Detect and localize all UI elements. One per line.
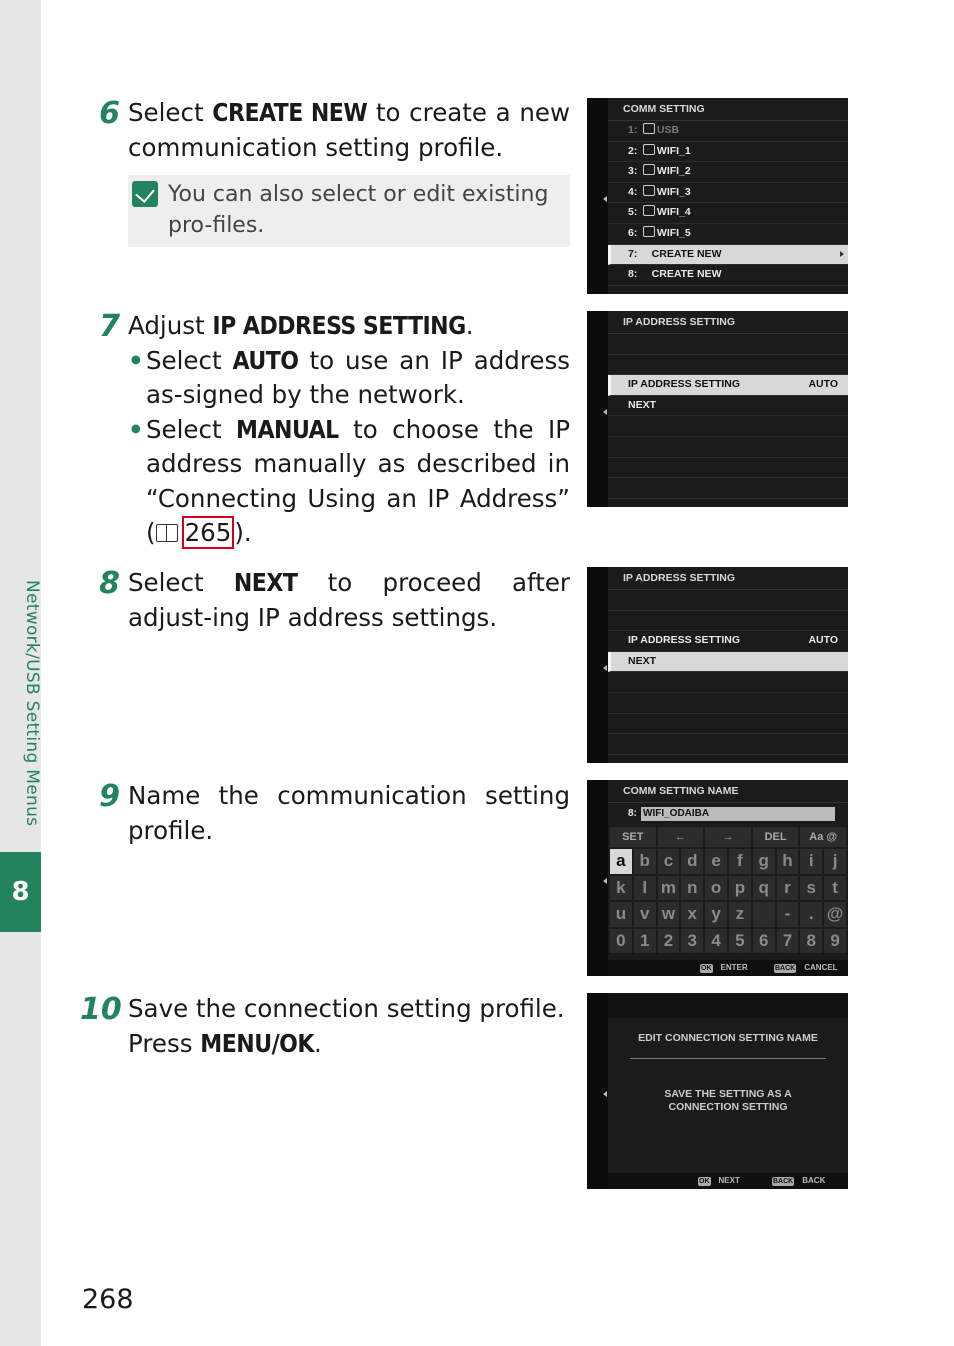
bullet-item: • Select MANUAL to choose the IP address manually as described in “Connecting Using an IP Address” ( 265 ). [128, 413, 570, 551]
keyboard-key[interactable]: f [729, 849, 751, 874]
right-arrow-key[interactable]: → [705, 827, 751, 847]
back-button-icon: BACK [773, 1178, 794, 1185]
step-number: 6 [99, 96, 120, 131]
step-text: Select NEXT to proceed after adjust-ing IP address settings. [128, 568, 570, 632]
left-arrow-icon [587, 567, 608, 763]
menu-ok-button-ref: MENU/OK [200, 1028, 314, 1058]
keyboard-key[interactable]: i [800, 849, 822, 874]
note-text: You can also select or edit existing pro-files. [168, 182, 549, 238]
keyboard-key[interactable]: n [681, 876, 703, 901]
back-button-icon: BACK [775, 965, 796, 972]
keyboard-key[interactable]: l [634, 876, 656, 901]
step-number: 8 [99, 566, 120, 601]
menu-row[interactable]: IP ADDRESS SETTING AUTO [608, 631, 848, 652]
keyboard-key[interactable]: 2 [658, 929, 680, 954]
keyboard-key[interactable]: 5 [729, 929, 751, 954]
menu-item-ref: NEXT [233, 568, 298, 597]
book-icon [156, 524, 178, 542]
screen-title: COMM SETTING NAME [608, 780, 848, 803]
note-icon [132, 181, 158, 207]
keyboard-key[interactable]: d [681, 849, 703, 874]
set-key[interactable]: SET [610, 827, 656, 847]
case-toggle-key[interactable]: Aa @ [800, 827, 846, 847]
menu-row[interactable]: 4: WIFI_3 [608, 183, 848, 204]
usb-icon [643, 123, 655, 134]
ok-button-icon: OK [699, 1178, 710, 1185]
menu-row[interactable]: 2: WIFI_1 [608, 142, 848, 163]
keyboard-key[interactable]: v [634, 902, 656, 927]
step-number: 10 [80, 992, 122, 1027]
wifi-icon [643, 144, 655, 155]
screen-title: IP ADDRESS SETTING [608, 567, 848, 590]
keyboard-key[interactable]: w [658, 902, 680, 927]
left-arrow-icon [587, 993, 608, 1189]
screen-comm-setting-name [587, 780, 848, 976]
keyboard-grid [608, 847, 848, 955]
screen-comm-setting [587, 98, 848, 294]
bullet-item: • Select AUTO to use an IP address as-signed by the network. [128, 344, 570, 413]
keyboard-key[interactable]: 9 [824, 929, 846, 954]
menu-item-ref: CREATE NEW [212, 98, 368, 127]
keyboard-key[interactable]: e [705, 849, 727, 874]
step-text: Name the communication setting profile. [128, 781, 570, 845]
keyboard-key[interactable] [753, 902, 775, 927]
divider [630, 1058, 826, 1059]
keyboard-key[interactable]: 4 [705, 929, 727, 954]
keyboard-key[interactable]: o [705, 876, 727, 901]
keyboard-key[interactable]: j [824, 849, 846, 874]
keyboard-key[interactable]: 3 [681, 929, 703, 954]
menu-row[interactable]: 5: WIFI_4 [608, 203, 848, 224]
menu-row-next[interactable]: NEXT [608, 396, 848, 417]
screen-save-setting [587, 993, 848, 1189]
keyboard-key[interactable]: r [777, 876, 799, 901]
step-text: Save the connection setting profile. Press MENU/OK. [128, 994, 565, 1058]
left-arrow-icon [587, 311, 608, 507]
page-number: 268 [82, 1284, 134, 1315]
keyboard-key[interactable]: g [753, 849, 775, 874]
menu-row[interactable]: 3: WIFI_2 [608, 162, 848, 183]
edit-name-option[interactable]: EDIT CONNECTION SETTING NAME [638, 1032, 818, 1044]
keyboard-key[interactable]: c [658, 849, 680, 874]
name-input[interactable]: WIFI_ODAIBA [641, 807, 835, 821]
step-text: Select CREATE NEW to create a new communication setting profile. You can also select or edit existing pro-files. [128, 96, 570, 247]
keyboard-key[interactable]: @ [824, 902, 846, 927]
keyboard-key[interactable]: s [800, 876, 822, 901]
step-number: 9 [99, 779, 120, 814]
wifi-icon [643, 164, 655, 175]
footer-hints: OK ENTER BACK CANCEL [608, 960, 848, 976]
keyboard-key[interactable]: k [610, 876, 632, 901]
keyboard-key[interactable]: q [753, 876, 775, 901]
screen-ip-address-setting [587, 311, 848, 507]
menu-row-selected[interactable]: IP ADDRESS SETTING AUTO [608, 375, 848, 396]
keyboard-key[interactable]: 0 [610, 929, 632, 954]
menu-row[interactable]: 1: USB [608, 121, 848, 142]
keyboard-key[interactable]: - [777, 902, 799, 927]
keyboard-key[interactable]: 1 [634, 929, 656, 954]
screen-title: COMM SETTING [608, 98, 848, 121]
keyboard-key[interactable]: . [800, 902, 822, 927]
keyboard-key[interactable]: m [658, 876, 680, 901]
left-arrow-icon [587, 98, 608, 294]
menu-row-next-selected[interactable]: NEXT [608, 652, 848, 673]
left-arrow-key[interactable]: ← [658, 827, 704, 847]
keyboard-key[interactable]: z [729, 902, 751, 927]
name-field-row: 8: WIFI_ODAIBA [608, 803, 848, 825]
keyboard-key[interactable]: y [705, 902, 727, 927]
keyboard-key[interactable]: 8 [800, 929, 822, 954]
wifi-icon [643, 185, 655, 196]
keyboard-key[interactable]: 6 [753, 929, 775, 954]
menu-item-ref: IP ADDRESS SETTING [212, 311, 466, 340]
footer-hints: OK NEXT BACK BACK [608, 1173, 848, 1189]
note-box [128, 175, 570, 247]
sidebar-chapter-label: Network/USB Setting Menus [22, 580, 42, 827]
menu-row[interactable]: 8: CREATE NEW [608, 265, 848, 286]
wifi-icon [643, 226, 655, 237]
delete-key[interactable]: DEL [753, 827, 799, 847]
step-number: 7 [99, 309, 120, 344]
keyboard-key[interactable]: u [610, 902, 632, 927]
keyboard-key[interactable]: a [610, 849, 632, 874]
chapter-tab[interactable]: 8 [0, 852, 41, 932]
screen-ip-address-next [587, 567, 848, 763]
menu-row[interactable]: 6: WIFI_5 [608, 224, 848, 245]
keyboard-controls [608, 825, 848, 847]
wifi-icon [643, 205, 655, 216]
keyboard-key[interactable]: x [681, 902, 703, 927]
page-link[interactable]: 265 [182, 516, 235, 549]
step-text: Adjust IP ADDRESS SETTING. • Select AUTO to use an IP address as-signed by the network. • Select MANUAL to choose the IP address manually as described in “Connecting Using an IP Address” ( 265 ). [128, 309, 570, 551]
ok-button-icon: OK [701, 965, 712, 972]
menu-row-selected[interactable]: 7: CREATE NEW [608, 245, 848, 266]
keyboard-key[interactable]: p [729, 876, 751, 901]
keyboard-key[interactable]: b [634, 849, 656, 874]
screen-title: IP ADDRESS SETTING [608, 311, 848, 334]
save-option[interactable]: SAVE THE SETTING AS A CONNECTION SETTING [664, 1088, 792, 1113]
keyboard-key[interactable]: h [777, 849, 799, 874]
chevron-right-icon [840, 251, 844, 257]
keyboard-key[interactable]: 7 [777, 929, 799, 954]
keyboard-key[interactable]: t [824, 876, 846, 901]
